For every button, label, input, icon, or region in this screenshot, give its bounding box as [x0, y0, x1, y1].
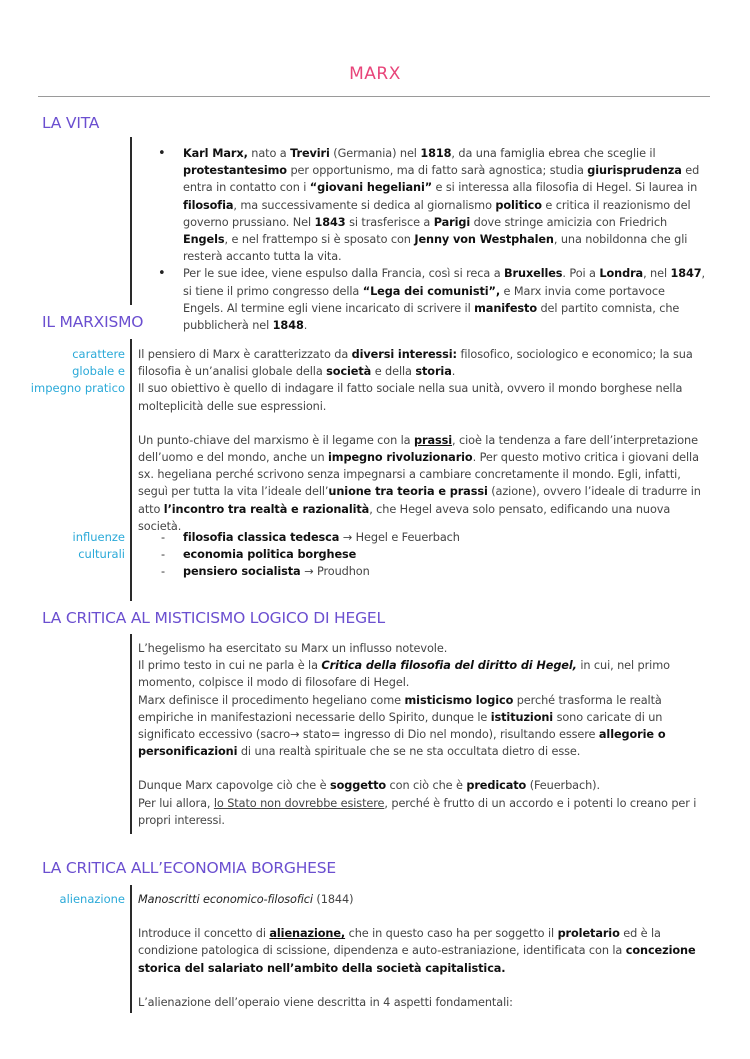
paragraph [138, 994, 706, 1011]
text-run: Londra [599, 267, 644, 281]
text-run: economia politica borghese [183, 548, 357, 562]
text-run: storia [415, 365, 452, 379]
text-run: l’incontro tra realtà e razionalità [163, 502, 370, 516]
page-title: MARX [349, 64, 401, 84]
text-run: , da una famiglia ebrea che sceglie il [451, 147, 656, 160]
text-run: Treviri [290, 147, 330, 160]
list-item [138, 265, 706, 334]
text-run: Bruxelles [504, 267, 563, 281]
text-run: , si tiene il primo congresso della [183, 267, 706, 298]
text-run: soggetto [329, 779, 387, 793]
text-run: . [303, 319, 308, 333]
text-run: si trasferisce a [345, 215, 434, 229]
vita-block [138, 145, 706, 334]
list-item [138, 145, 706, 265]
margin-line-marxismo [130, 339, 132, 601]
marxismo-block [138, 346, 706, 535]
margin-line-hegel [130, 634, 132, 834]
text-run: concezione storica del salariato nell’ambito della società capitalistica. [138, 944, 696, 975]
text-run: Karl Marx, [183, 147, 248, 160]
paragraph [138, 657, 706, 691]
text-run: (Germania) nel [329, 147, 421, 160]
text-run: Il primo testo in cui ne parla è la [138, 659, 322, 673]
paragraph [138, 692, 706, 761]
text-run: . Poi a [562, 267, 600, 281]
text-run: pensiero socialista [183, 565, 301, 579]
text-run: società [326, 365, 372, 379]
influenze-block [138, 529, 706, 581]
text-run: filosofico, sociologico e economico; la sua filosofia è un’analisi globale della [138, 348, 693, 379]
section-heading-vita: LA VITA [42, 114, 100, 132]
text-run: e critica il reazionismo del governo prussiano. Nel [183, 198, 691, 229]
text-run: L’alienazione dell’operaio viene descritta in 4 aspetti fondamentali: [138, 995, 513, 1009]
text-run: Jenny von Westphalen [414, 233, 554, 247]
text-run: di una realtà spirituale che se ne sta occultata dietro di esse. [237, 745, 581, 759]
text-run: dove stringe amicizia con Friedrich [470, 215, 668, 229]
text-run: Parigi [433, 215, 471, 229]
text-run: perché trasforma le realtà empiriche in manifestazioni necessarie dello Spirito, dunque le [138, 693, 662, 724]
text-run: 1818 [420, 147, 452, 160]
text-run: ed è la condizione patologica di scissione, dipendenza e auto-estraniazione, identificata con la [138, 927, 661, 958]
text-run: . Per questo motivo critica i giovani della sx. hegeliana perché scrivono senza impegnarsi a cambiare concretamente il mondo. Egli, infatti, seguì per tutta la vita l’ideale dell’ [138, 451, 699, 499]
text-run: con ciò che è [386, 779, 467, 793]
text-run: , cioè la tendenza a fare dell’interpretazione dell’uomo e del mondo, anche un [138, 433, 698, 465]
text-run: , una nobildonna che gli resterà accanto tutta la vita. [183, 233, 688, 264]
text-run: Un punto-chiave del marxismo è il legame con la [138, 433, 414, 447]
text-run: filosofia [183, 198, 234, 212]
text-run: → Proudhon [300, 565, 370, 579]
text-run: ed entra in contatto con i [183, 164, 700, 195]
text-run: (Feuerbach). [526, 779, 600, 793]
side-label-carattere: carattere globale e impegno pratico [30, 347, 125, 395]
text-run: misticismo logico [404, 693, 514, 707]
text-run: proletario [557, 927, 620, 941]
text-run: diversi interessi: [351, 348, 457, 361]
text-run: in cui, nel primo momento, colpisce il modo di filosofare di Hegel. [138, 659, 670, 690]
text-run: predicato [466, 779, 527, 793]
side-label-influenze: influenze culturali [72, 530, 125, 561]
text-run: “Lega dei comunisti”, [362, 284, 501, 298]
text-run: sono caricate di un significato eccessivo (sacro→ stato= ingresso di Dio nel mondo), risultando essere [138, 710, 663, 742]
text-run: e si interessa alla filosofia di Hegel. Si laurea in [432, 181, 698, 195]
list-item [138, 546, 706, 563]
text-run: Dunque Marx capovolge ciò che è [138, 779, 330, 793]
text-run: filosofia classica tedesca [183, 531, 340, 544]
list-item [138, 563, 706, 580]
text-run: giurisprudenza [587, 164, 682, 178]
text-run: 1843 [314, 215, 346, 229]
text-run: che in questo caso ha per soggetto il [345, 927, 558, 941]
text-run: → Hegel e Feuerbach [339, 531, 460, 544]
text-run: lo Stato non dovrebbe esistere [213, 796, 385, 810]
paragraph [138, 795, 706, 829]
text-run: , che Hegel aveva solo pensato, edificando una nuova società. [138, 502, 671, 533]
paragraph [138, 777, 706, 794]
title-divider [38, 96, 710, 97]
paragraph [138, 925, 706, 977]
margin-line-vita [130, 137, 132, 305]
text-run: Introduce il concetto di [138, 927, 270, 941]
text-run: del partito comnista, che pubblicherà nel [183, 301, 680, 333]
text-run: (1844) [312, 893, 354, 906]
text-run: Per le sue idee, viene espulso dalla Francia, così si reca a [183, 267, 505, 281]
paragraph [138, 346, 706, 380]
text-run: “giovani hegeliani” [309, 181, 433, 195]
text-run: politico [495, 198, 542, 212]
text-run: nato a [247, 147, 291, 160]
text-run: , e nel frattempo si è sposato con [224, 233, 415, 247]
text-run: manifesto [474, 301, 537, 315]
section-heading-economia: LA CRITICA ALL’ECONOMIA BORGHESE [42, 859, 336, 877]
section-heading-hegel: LA CRITICA AL MISTICISMO LOGICO DI HEGEL [42, 609, 385, 627]
text-run: prassi [414, 433, 453, 447]
text-run: Engels [183, 233, 225, 247]
text-run: unione tra teoria e prassi [328, 485, 488, 499]
text-run: , perché è frutto di un accordo e i potenti lo creano per i propri interessi. [138, 796, 697, 827]
paragraph [138, 380, 706, 414]
text-run: allegorie o personificazioni [138, 728, 666, 759]
text-run: , nel [643, 267, 671, 281]
text-run: . [451, 365, 456, 379]
text-run: Critica della filosofia del diritto di Hegel, [321, 659, 577, 673]
text-run: Il pensiero di Marx è caratterizzato da [138, 348, 352, 361]
text-run: per opportunismo, ma di fatto sarà agnostica; studia [286, 164, 588, 178]
text-run: protestantesimo [183, 164, 287, 178]
text-run: e Marx invia come portavoce Engels. Al termine egli viene incaricato di scrivere il [183, 284, 665, 315]
text-run: (azione), ovvero l’ideale di tradurre in atto [138, 485, 701, 516]
text-run: Manoscritti economico-filosofici [138, 893, 313, 906]
paragraph [138, 432, 706, 535]
text-run: istituzioni [490, 710, 554, 724]
hegel-block [138, 640, 706, 829]
text-run: alienazione, [269, 927, 346, 941]
text-run: Marx definisce il procedimento hegeliano come [138, 693, 405, 707]
text-run: 1847 [670, 267, 702, 281]
economia-block [138, 891, 706, 1011]
side-label-alienazione: alienazione [59, 892, 125, 906]
text-run: e della [371, 365, 416, 379]
text-run: Il suo obiettivo è quello di indagare il fatto sociale nella sua unità, ovvero il mondo borghese nella molteplicità delle sue espressioni. [138, 382, 683, 413]
list-item [138, 529, 706, 546]
paragraph [138, 891, 706, 908]
text-run: 1848 [272, 319, 304, 333]
paragraph [138, 640, 706, 657]
text-run: Per lui allora, [138, 796, 214, 810]
section-heading-marxismo: IL MARXISMO [42, 313, 144, 331]
margin-line-economia [130, 885, 132, 1013]
text-run: , ma successivamente si dedica al giornalismo [233, 198, 496, 212]
text-run: impegno rivoluzionario [328, 451, 473, 465]
text-run: L’hegelismo ha esercitato su Marx un influsso notevole. [138, 642, 448, 655]
